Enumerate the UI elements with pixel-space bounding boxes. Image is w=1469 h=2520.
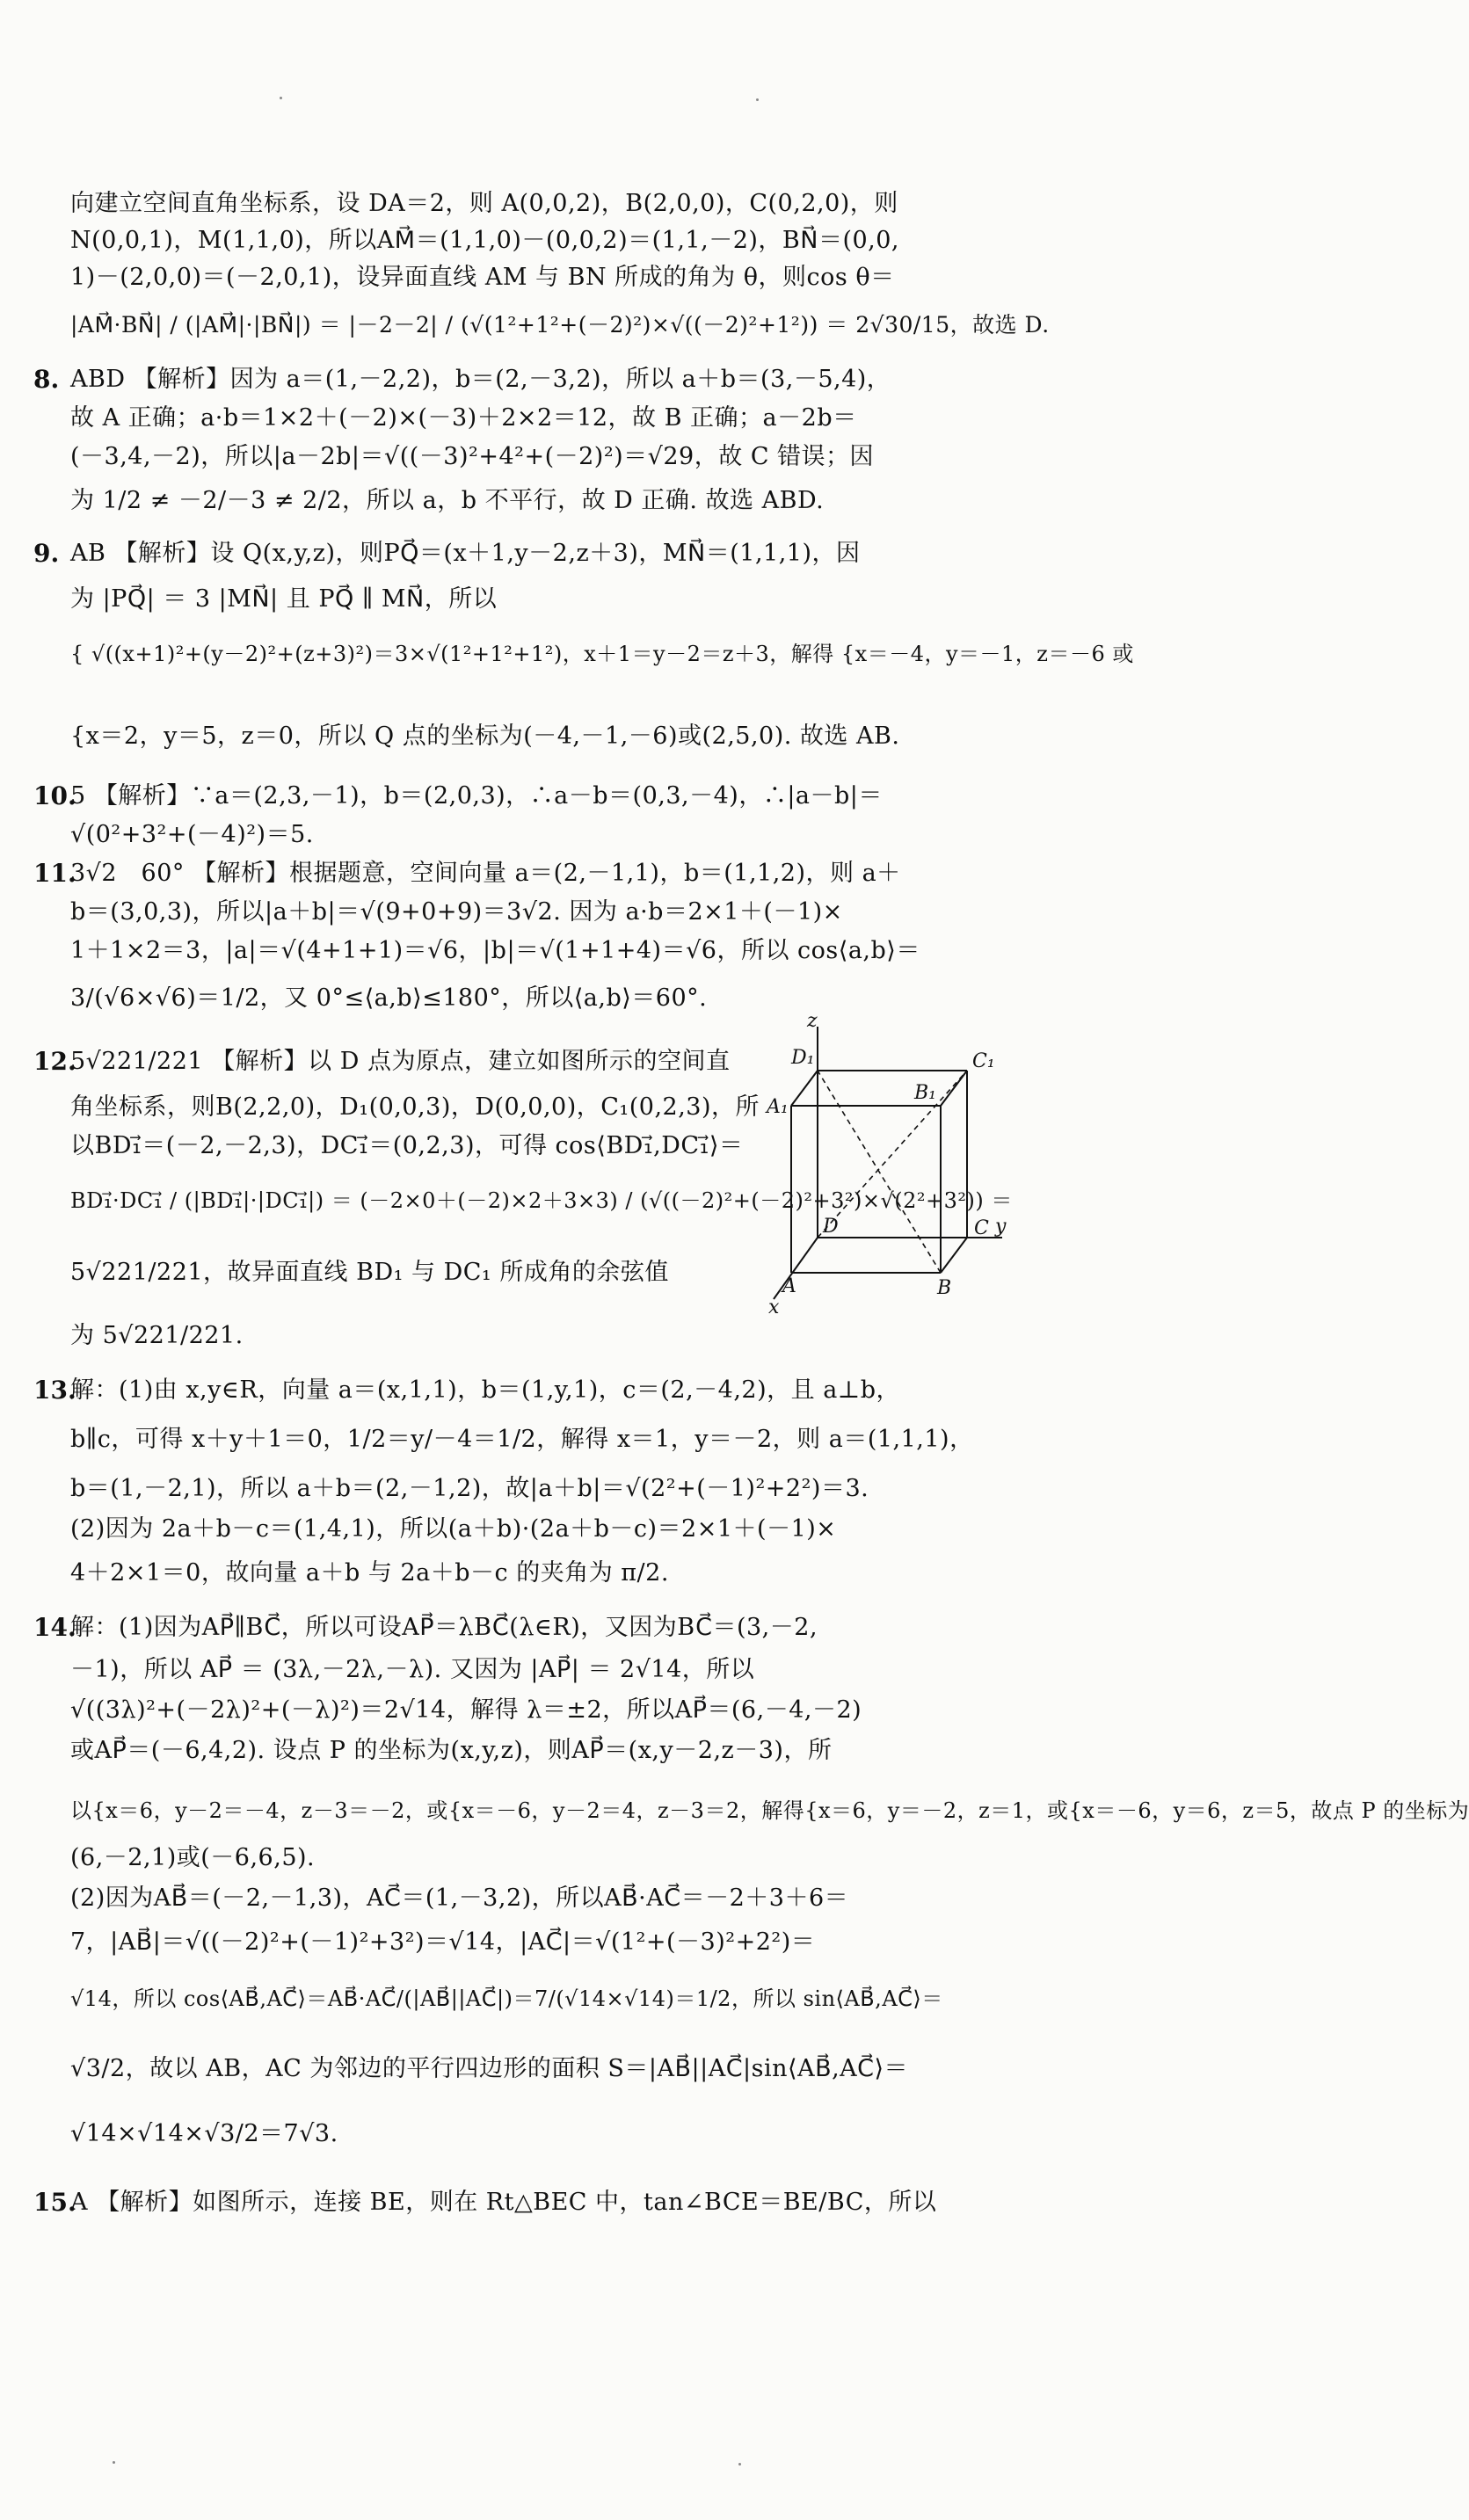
text-line: 故 A 正确；a·b＝1×2＋(－2)×(－3)＋2×2＝12，故 B 正确；a－2b＝: [70, 404, 857, 432]
question-number: 14.: [33, 1613, 76, 1642]
formula-line: 为 1/2 ≠ －2/－3 ≠ 2/2，所以 a，b 不平行，故 D 正确. 故选 ABD.: [70, 487, 825, 514]
question-number: 11.: [33, 859, 76, 888]
text-line: 解：(1)因为AP⃗∥BC⃗，所以可设AP⃗＝λBC⃗(λ∈R)，又因为BC⃗＝(3,－2,: [70, 1614, 818, 1641]
scan-speck: [280, 97, 282, 99]
label-a1: A₁: [767, 1096, 789, 1118]
diagonal-dc1: [818, 1071, 967, 1238]
text-line: 为 5√221/221.: [70, 1322, 244, 1349]
text-line: (2)因为AB⃗＝(－2,－1,3)，AC⃗＝(1,－3,2)，所以AB⃗·AC⃗＝－2＋3＋6＝: [70, 1885, 849, 1912]
formula-line: 3/(√6×√6)＝1/2，又 0°≤⟨a,b⟩≤180°，所以⟨a,b⟩＝60°.: [70, 984, 708, 1012]
text-line: 解：(1)由 x,y∈R，向量 a＝(x,1,1)，b＝(1,y,1)，c＝(2,－4,2)，且 a⊥b，: [70, 1376, 900, 1404]
text-line: √((3λ)²+(－2λ)²+(－λ)²)＝2√14，解得 λ＝±2，所以AP⃗＝(6,－4,－2): [70, 1696, 862, 1724]
question-number: 8.: [33, 365, 60, 394]
label-x: x: [768, 1296, 780, 1318]
formula-line: { √((x+1)²+(y－2)²+(z+3)²)＝3×√(1²+1²+1²)，x＋1＝y－2＝z＋3，解得 {x＝－4，y＝－1，z＝－6 或: [70, 642, 1134, 666]
text-line: 角坐标系，则B(2,2,0)，D₁(0,0,3)，D(0,0,0)，C₁(0,2,3)，所: [70, 1093, 760, 1121]
scan-speck: [756, 98, 759, 101]
scan-speck: [738, 2463, 741, 2466]
text-line: 或AP⃗＝(－6,4,2). 设点 P 的坐标为(x,y,z)，则AP⃗＝(x,y－2,z－3)，所: [70, 1737, 833, 1764]
text-line: A 【解析】如图所示，连接 BE，则在 Rt△BEC 中，tan∠BCE＝BE/BC，所以: [70, 2189, 937, 2216]
scan-speck: [113, 2461, 115, 2464]
text-line: －1)，所以 AP⃗ ＝ (3λ,－2λ,－λ). 又因为 |AP⃗| ＝ 2√14，所以: [70, 1656, 755, 1683]
text-line: b∥c，可得 x＋y＋1＝0，1/2＝y/－4＝1/2，解得 x＝1，y＝－2，则 a＝(1,1,1)，: [70, 1426, 974, 1453]
text-line: √14×√14×√3/2＝7√3.: [70, 2120, 338, 2147]
formula-line: 以{x＝6，y－2＝－4，z－3＝－2，或{x＝－6，y－2＝4，z－3＝2，解得{x＝6，y＝－2，z＝1，或{x＝－6，y＝6，z＝5，故点 P 的坐标为: [70, 1798, 1469, 1823]
question-number: 10.: [33, 781, 76, 810]
label-d: D: [823, 1216, 839, 1238]
text-line: 向建立空间直角坐标系，设 DA＝2，则 A(0,0,2)，B(2,0,0)，C(0,2,0)，则: [70, 190, 898, 217]
label-z: z: [807, 1010, 818, 1032]
text-line: 4＋2×1＝0，故向量 a＋b 与 2a＋b－c 的夹角为 π/2.: [70, 1559, 669, 1587]
label-c1: C₁: [972, 1050, 995, 1072]
text-line: √3/2，故以 AB，AC 为邻边的平行四边形的面积 S＝|AB⃗||AC⃗|sin⟨AB⃗,AC⃗⟩＝: [70, 2055, 909, 2082]
text-line: 1)－(2,0,0)＝(－2,0,1)，设异面直线 AM 与 BN 所成的角为 θ，则cos θ＝: [70, 264, 895, 291]
text-line: 3√2 60° 【解析】根据题意，空间向量 a＝(2,－1,1)，b＝(1,1,2)，则 a＋: [70, 860, 901, 887]
formula-line: BD₁⃗·DC₁⃗ / (|BD₁⃗|·|DC₁⃗|) ＝ (－2×0＋(－2)×2＋3×3) / (√((－2)²+(－2)²+3²)×√(2²+3²)) ＝: [70, 1188, 1013, 1213]
label-c: C: [974, 1217, 989, 1239]
text-line: b＝(1,－2,1)，所以 a＋b＝(2,－1,2)，故|a＋b|＝√(2²+(－1)²+2²)＝3.: [70, 1475, 869, 1502]
formula-line: {x＝2，y＝5，z＝0，所以 Q 点的坐标为(－4,－1,－6)或(2,5,0). 故选 AB.: [70, 723, 900, 750]
label-b: B: [937, 1277, 952, 1299]
question-number: 15.: [33, 2188, 76, 2217]
text-line: N(0,0,1)，M(1,1,0)，所以AM⃗＝(1,1,0)－(0,0,2)＝(1,1,－2)，BN⃗＝(0,0,: [70, 227, 899, 254]
formula-line: |AM⃗·BN⃗| / (|AM⃗|·|BN⃗|) ＝ |－2－2| / (√(1²+1²+(－2)²)×√((－2)²+1²)) ＝ 2√30/15，故选 D.: [70, 312, 1050, 338]
question-number: 9.: [33, 539, 60, 568]
text-line: 1＋1×2＝3，|a|＝√(4+1+1)＝√6，|b|＝√(1+1+4)＝√6，所以 cos⟨a,b⟩＝: [70, 937, 920, 964]
formula-line: √14，所以 cos⟨AB⃗,AC⃗⟩＝AB⃗·AC⃗/(|AB⃗||AC⃗|)＝7/(√14×√14)＝1/2，所以 sin⟨AB⃗,AC⃗⟩＝: [70, 1986, 943, 2011]
text-line: 7，|AB⃗|＝√((－2)²+(－1)²+3²)＝√14，|AC⃗|＝√(1²+(－3)²+2²)＝: [70, 1928, 816, 1956]
label-y: y: [995, 1216, 1007, 1238]
text-line: b＝(3,0,3)，所以|a＋b|＝√(9+0+9)＝3√2. 因为 a·b＝2×1＋(－1)×: [70, 898, 843, 926]
text-line: 5√221/221，故异面直线 BD₁ 与 DC₁ 所成角的余弦值: [70, 1259, 669, 1286]
question-number: 12.: [33, 1047, 76, 1076]
text-line: (6,－2,1)或(－6,6,5).: [70, 1844, 316, 1871]
cube-figure: [765, 1010, 1011, 1318]
text-line: 以BD₁⃗＝(－2,－2,3)，DC₁⃗＝(0,2,3)，可得 cos⟨BD₁⃗,DC₁⃗⟩＝: [70, 1132, 744, 1159]
label-b1: B₁: [914, 1082, 936, 1104]
text-line: 5 【解析】∵a＝(2,3,－1)，b＝(2,0,3)，∴a－b＝(0,3,－4)，∴|a－b|＝: [70, 782, 883, 810]
text-line: (－3,4,－2)，所以|a－2b|＝√((－3)²+4²+(－2)²)＝√29，故 C 错误；因: [70, 443, 875, 470]
text-line: ABD 【解析】因为 a＝(1,－2,2)，b＝(2,－3,2)，所以 a＋b＝(3,－5,4)，: [70, 366, 891, 393]
text-line: √(0²+3²+(－4)²)＝5.: [70, 821, 314, 848]
question-number: 13.: [33, 1376, 76, 1405]
text-line: AB 【解析】设 Q(x,y,z)，则PQ⃗＝(x＋1,y－2,z＋3)，MN⃗＝(1,1,1)，因: [70, 540, 861, 567]
label-d1: D₁: [791, 1047, 815, 1069]
label-a: A: [782, 1275, 796, 1297]
text-line: (2)因为 2a＋b－c＝(1,4,1)，所以(a＋b)·(2a＋b－c)＝2×1＋(－1)×: [70, 1515, 837, 1543]
text-line: 5√221/221 【解析】以 D 点为原点，建立如图所示的空间直: [70, 1048, 731, 1075]
text-line: 为 |PQ⃗| ＝ 3 |MN⃗| 且 PQ⃗ ∥ MN⃗，所以: [70, 585, 498, 613]
